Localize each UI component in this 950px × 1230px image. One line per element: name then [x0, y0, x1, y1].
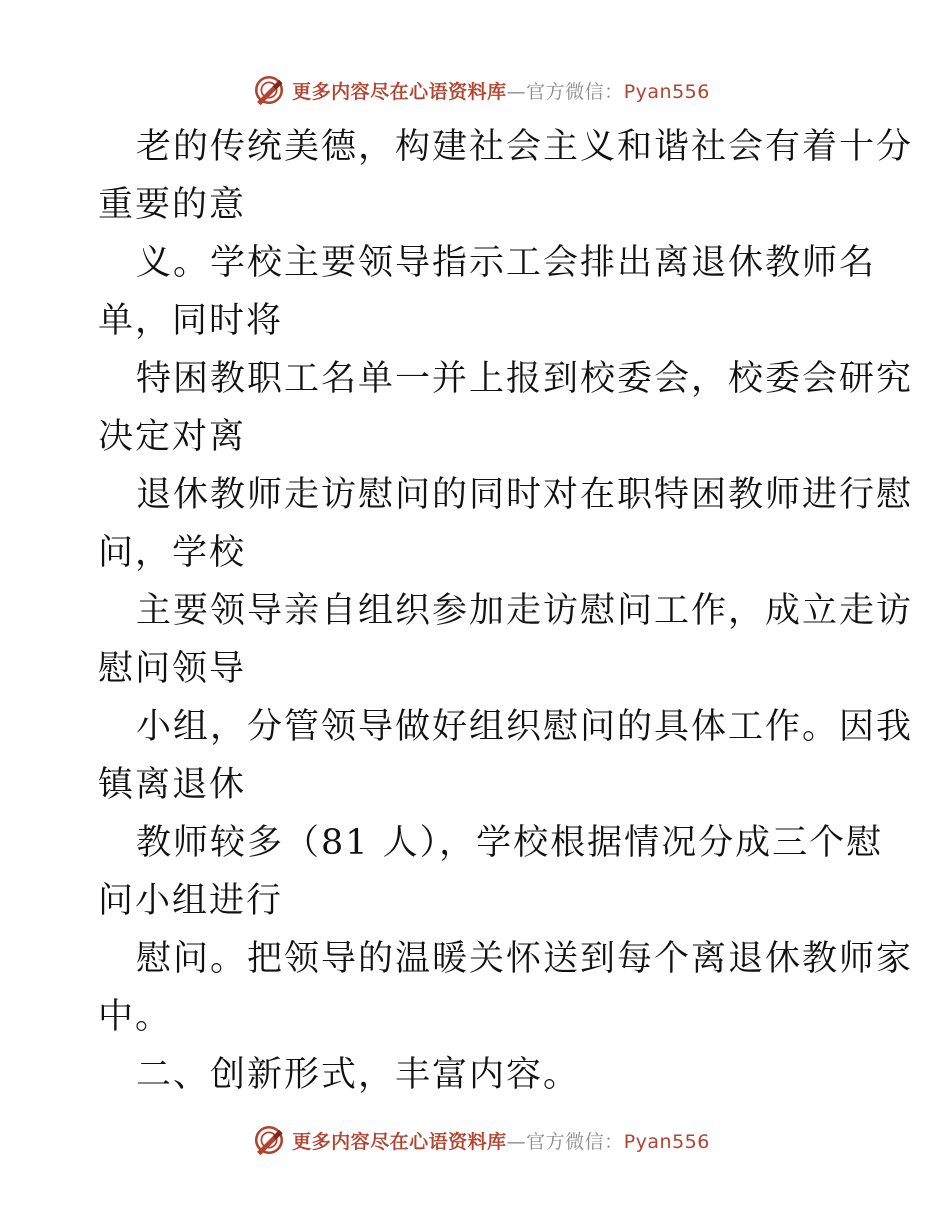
section-heading: 二、创新形式，丰富内容。 — [136, 1055, 581, 1095]
body-line: 中。 — [98, 997, 173, 1037]
footer-banner-wechat-id: Pyan556 — [623, 1130, 710, 1153]
body-line: 小组，分管领导做好组织慰问的具体工作。因我 — [136, 707, 914, 747]
body-line: 慰问。把领导的温暖关怀送到每个离退休教师家 — [136, 939, 914, 979]
pen-logo-icon — [252, 1123, 286, 1157]
pen-logo-icon — [252, 73, 286, 107]
footer-banner-title: 更多内容尽在心语资料库 — [292, 1130, 507, 1153]
header-banner — [0, 70, 950, 110]
body-line: 慰问领导 — [98, 649, 247, 689]
body-line: 镇离退休 — [98, 765, 247, 805]
document-body — [98, 118, 914, 1104]
body-line: 单，同时将 — [98, 301, 284, 341]
body-line: 重要的意 — [98, 185, 247, 225]
body-line: 特困教职工名单一并上报到校委会，校委会研究 — [136, 359, 914, 399]
footer-banner — [0, 1120, 950, 1160]
banner-wechat-id: Pyan556 — [623, 80, 710, 103]
footer-banner-separator: — — [506, 1130, 527, 1153]
body-line: 问，学校 — [98, 533, 247, 573]
body-line: 主要领导亲自组织参加走访慰问工作，成立走访 — [136, 591, 914, 631]
header-banner-content — [240, 73, 710, 107]
footer-banner-content — [240, 1123, 710, 1157]
body-line: 问小组进行 — [98, 881, 284, 921]
body-line: 义。学校主要领导指示工会排出离退休教师名 — [136, 243, 877, 283]
footer-banner-wechat-label: 官方微信： — [526, 1130, 624, 1153]
banner-title: 更多内容尽在心语资料库 — [292, 80, 507, 103]
body-line: 教师较多（81 人），学校根据情况分成三个慰 — [136, 823, 884, 863]
body-line: 老的传统美德，构建社会主义和谐社会有着十分 — [136, 127, 914, 167]
body-line: 退休教师走访慰问的同时对在职特困教师进行慰 — [136, 475, 914, 515]
banner-separator: — — [506, 80, 527, 103]
banner-wechat-label: 官方微信： — [526, 80, 624, 103]
body-line: 决定对离 — [98, 417, 247, 457]
